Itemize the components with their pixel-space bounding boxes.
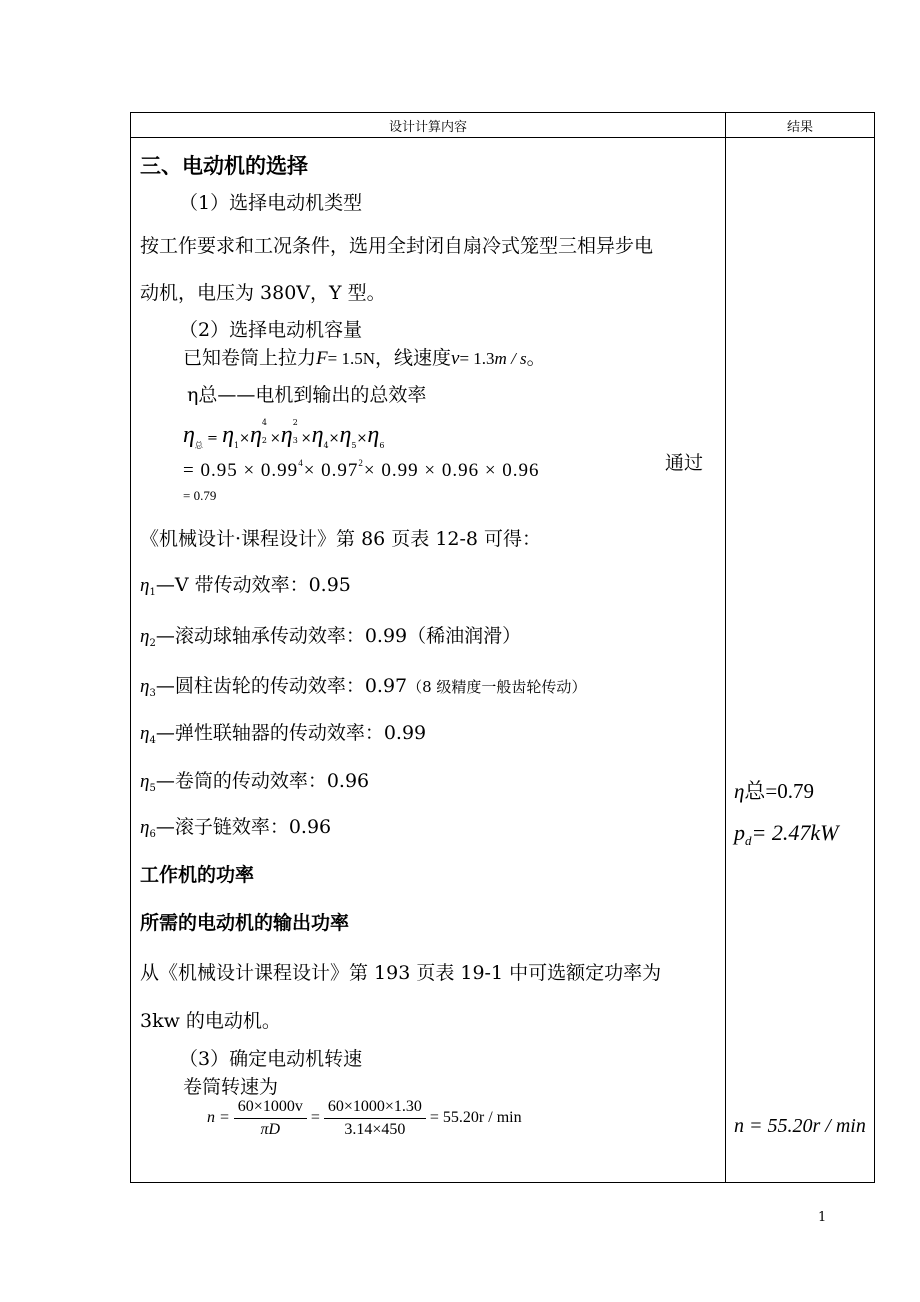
header-content: 设计计算内容	[131, 113, 726, 138]
result-cell	[726, 138, 875, 1183]
efficiency-formula-line2: = $0.95 \times 0.99^4\times 0.97^2\times 0.99 \times 0.96 \times 0.96$	[183, 458, 540, 481]
efficiency-formula-line1: $\eta_总 = \eta_1\times\eta$ 4 2 ×η 2 3 $\times\eta_4\times\eta_5\times\eta_6$	[183, 418, 385, 450]
motor-output-heading: 所需的电动机的输出功率	[140, 912, 350, 934]
result-pd: $p_d= 2.47kW$	[734, 820, 839, 848]
header-result: 结果	[726, 113, 875, 138]
drum-speed-label: 卷筒转速为	[183, 1076, 279, 1098]
eta-description: η总——电机到输出的总效率	[187, 384, 427, 406]
speed-fraction-2: $\frac{60\times 1000\times 1.30}{3.14\times 450}$	[324, 1098, 426, 1139]
section-title: 三、电动机的选择	[140, 153, 308, 178]
efficiency-item-2: $\eta_2—$滚动球轴承传动效率：0.99（稀油润滑）	[140, 625, 522, 649]
reference-text: 《机械设计·课程设计》第 86 页表 12-8 可得：	[140, 528, 542, 550]
subsection-2-title: （2）选择电动机容量	[179, 319, 363, 341]
result-n: n = 55.20r / min	[734, 1115, 866, 1137]
subsection-3-title: （3）确定电动机转速	[179, 1048, 363, 1070]
result-eta-total: η总=0.79	[734, 779, 815, 803]
design-calculation-table	[130, 112, 875, 1183]
via-text: 通过	[665, 452, 704, 474]
speed-formula: n = $\frac{60\times 1000v}{\pi D}$ = $\frac{60\times 1000\times 1.30}{3.14\times 450}$ = 55.20r / min	[207, 1098, 522, 1138]
selection-line1: 从《机械设计课程设计》第 193 页表 19-1 中可选额定功率为	[140, 962, 662, 984]
efficiency-formula-line3: = 0.79	[183, 488, 217, 503]
page-number: 1	[818, 1210, 827, 1225]
s1-text-line2: 动机，电压为 380V，Y 型。	[140, 282, 386, 304]
known-conditions: 已知卷筒上拉力F= 1.5N，线速度v= 1.3m / s。	[183, 347, 546, 369]
efficiency-item-5: $\eta_5—$卷筒的传动效率：0.96	[140, 770, 370, 794]
selection-line2: 3kw 的电动机。	[140, 1010, 281, 1032]
efficiency-item-1: $\eta_1—V$ 带传动效率：0.95	[140, 574, 351, 598]
subsection-1-title: （1）选择电动机类型	[179, 192, 363, 214]
efficiency-item-4: $\eta_4—$弹性联轴器的传动效率：0.99	[140, 722, 427, 746]
work-power-heading: 工作机的功率	[140, 864, 255, 886]
efficiency-item-6: $\eta_6—$滚子链效率：0.96	[140, 816, 332, 840]
s1-text-line1: 按工作要求和工况条件，选用全封闭自扇冷式笼型三相异步电	[140, 235, 654, 257]
content-cell	[131, 138, 726, 1183]
efficiency-item-3: $\eta_3—$圆柱齿轮的传动效率：0.97（8 级精度一般齿轮传动）	[140, 675, 587, 699]
speed-fraction-1: $\frac{60\times 1000v}{\pi D}$	[234, 1098, 307, 1139]
